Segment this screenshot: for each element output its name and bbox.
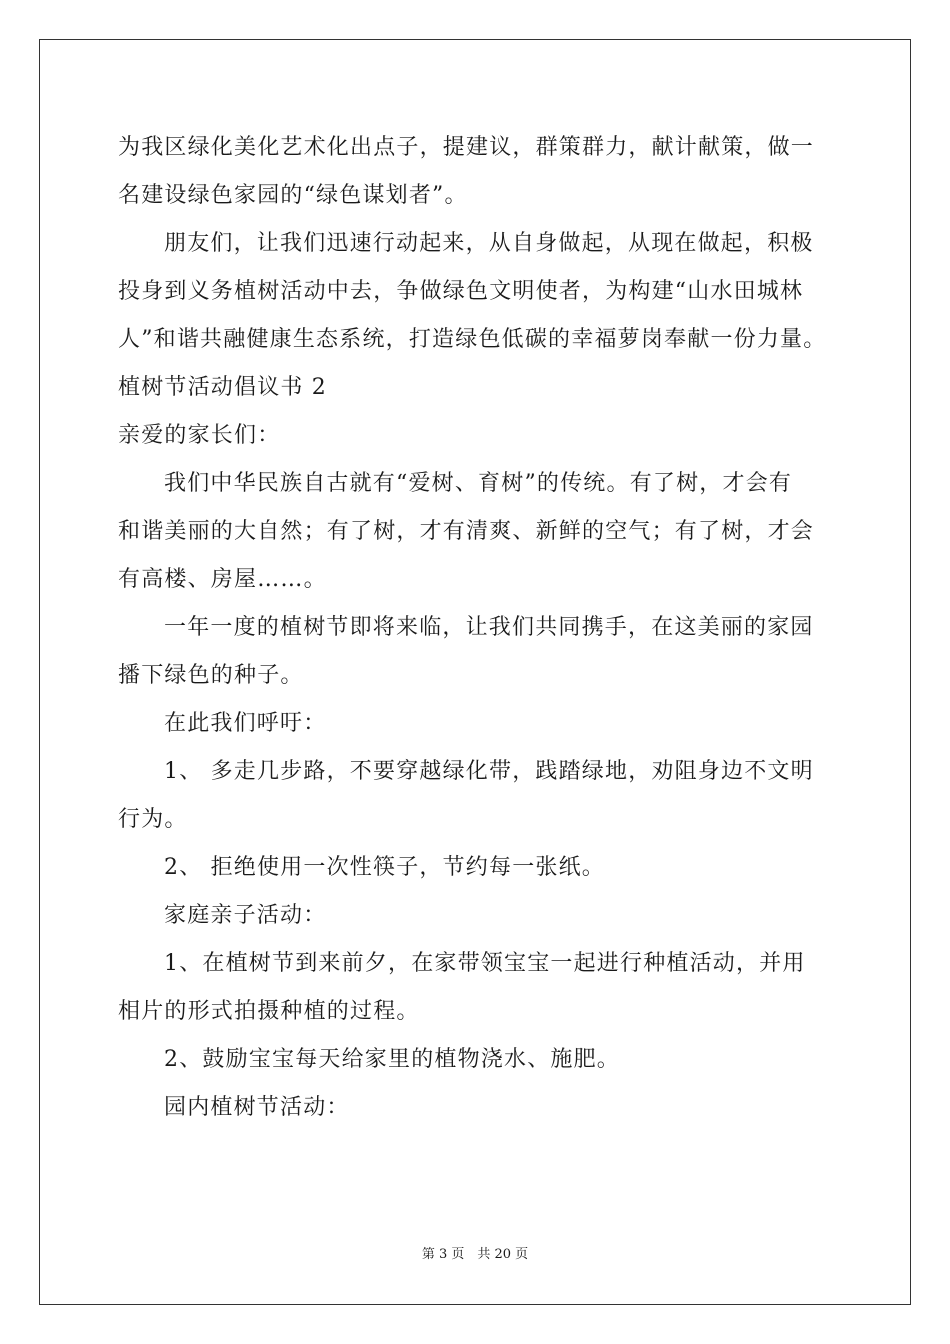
text-line: 人”和谐共融健康生态系统，打造绿色低碳的幸福萝岗奉献一份力量。 (118, 327, 827, 352)
text-line: 有高楼、房屋……。 (118, 567, 327, 592)
text-line: 和谐美丽的大自然；有了树，才有清爽、新鲜的空气；有了树，才会 (118, 519, 815, 544)
list-item: 2、鼓励宝宝每天给家里的植物浇水、施肥。 (164, 1047, 620, 1072)
subheading: 园内植树节活动： (164, 1095, 350, 1120)
section-heading: 植树节活动倡议书 2 (118, 375, 327, 400)
text-line: 名建设绿色家园的“绿色谋划者”。 (118, 183, 468, 208)
text-line: 为我区绿化美化艺术化出点子，提建议，群策群力，献计献策，做一 (118, 135, 815, 160)
text-line: 一年一度的植树节即将来临，让我们共同携手，在这美丽的家园 (164, 615, 814, 640)
document-body (118, 124, 838, 1132)
text-line: 相片的形式拍摄种植的过程。 (118, 999, 420, 1024)
list-item: 1、在植树节到来前夕，在家带领宝宝一起进行种植活动，并用 (164, 951, 806, 976)
page-number-footer: 第 3 页 共 20 页 (421, 1247, 529, 1262)
text-line: 在此我们呼吁： (164, 711, 327, 736)
list-item: 1、 多走几步路，不要穿越绿化带，践踏绿地，劝阻身边不文明 (164, 759, 814, 784)
text-line: 投身到义务植树活动中去，争做绿色文明使者，为构建“山水田城林 (118, 279, 804, 304)
salutation: 亲爱的家长们： (118, 423, 281, 448)
subheading: 家庭亲子活动： (164, 903, 327, 928)
text-line: 朋友们，让我们迅速行动起来，从自身做起，从现在做起，积极 (164, 231, 814, 256)
text-line: 我们中华民族自古就有“爱树、育树”的传统。有了树，才会有 (164, 471, 793, 496)
list-item: 2、 拒绝使用一次性筷子，节约每一张纸。 (164, 855, 605, 880)
text-line: 行为。 (118, 807, 188, 832)
text-line: 播下绿色的种子。 (118, 663, 304, 688)
